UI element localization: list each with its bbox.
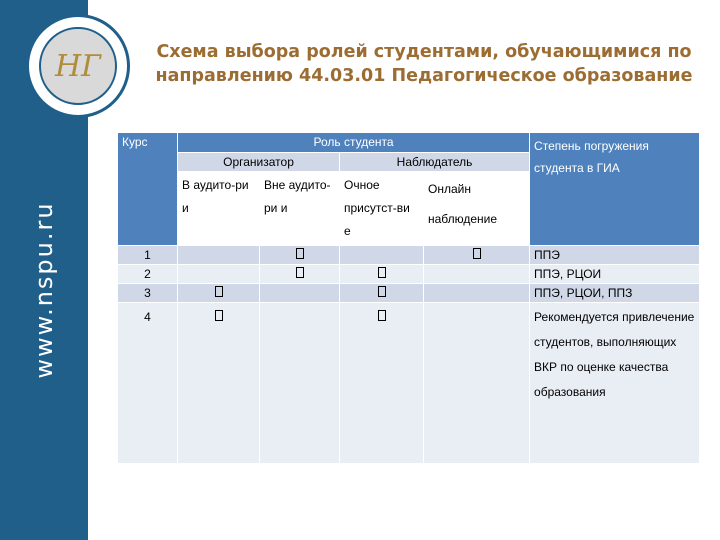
- organizer-header: Организатор: [178, 153, 340, 172]
- table-row: [118, 303, 700, 464]
- immersion-cell: ППЭ, РЦОИ, ППЗ: [530, 284, 700, 303]
- table-row: [118, 246, 700, 265]
- col-online: Онлайн наблюдение: [424, 172, 530, 246]
- immersion-header: Степень погружения студента в ГИА: [530, 133, 700, 246]
- check-icon: [378, 286, 386, 297]
- course-header: Курс: [118, 133, 178, 246]
- role-header: Роль студента: [178, 133, 530, 153]
- table-row: [118, 265, 700, 284]
- immersion-cell: Рекомендуется привлечение студентов, выполняющих ВКР по оценке качества образования: [530, 303, 700, 464]
- check-icon: [296, 267, 304, 278]
- course-cell: 2: [118, 265, 178, 284]
- check-icon: [296, 248, 304, 259]
- immersion-cell: ППЭ: [530, 246, 700, 265]
- observer-header: Наблюдатель: [340, 153, 530, 172]
- roles-table: [117, 132, 700, 464]
- col-in-person: Очное присутст-ви е: [340, 172, 424, 246]
- immersion-cell: ППЭ, РЦОИ: [530, 265, 700, 284]
- check-icon: [378, 310, 386, 321]
- site-url: www.nspu.ru: [30, 201, 58, 379]
- col-in-class: В аудито-ри и: [178, 172, 260, 246]
- check-icon: [215, 310, 223, 321]
- course-cell: 3: [118, 284, 178, 303]
- col-out-class: Вне аудито-ри и: [260, 172, 340, 246]
- course-cell: 4: [118, 303, 178, 464]
- check-icon: [215, 286, 223, 297]
- course-cell: 1: [118, 246, 178, 265]
- check-icon: [473, 248, 481, 259]
- page-title: Схема выбора ролей студентами, обучающимися по направлению 44.03.01 Педагогическое образование: [155, 42, 693, 86]
- table-row: [118, 284, 700, 303]
- university-logo-icon: НГ: [26, 14, 130, 118]
- check-icon: [378, 267, 386, 278]
